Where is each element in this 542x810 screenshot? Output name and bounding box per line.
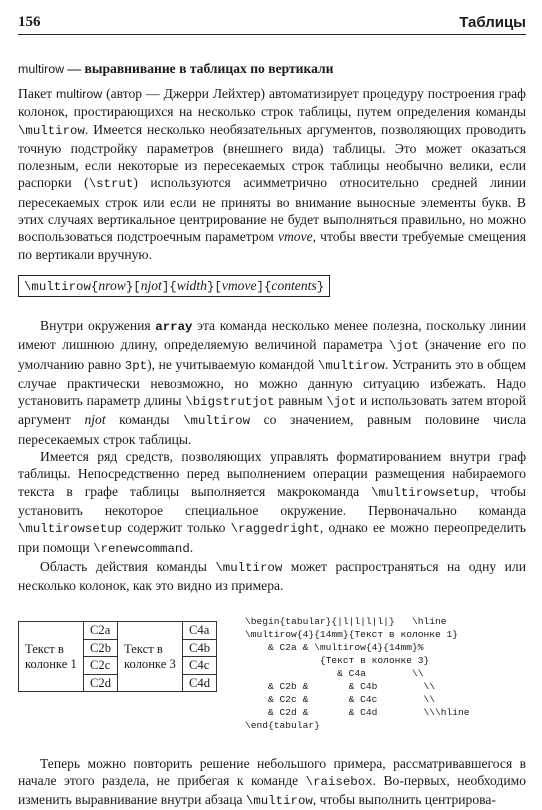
code-line: \begin{tabular}{|l|l|l|l|} \hline [245,616,447,628]
table-cell: C4a [183,622,217,640]
example-block [18,616,526,732]
text: Имеется ряд средств, позволяющих управлять форматированием внутри граф таблицы. Непосредственно перед выполнением операции размещения набираемого текста в графе таблицы выполняется макрокоманда [18,449,526,499]
text: Теперь можно повторить решение небольшого примера, рассматривавшегося в начале этого раздела, не прибегая к команде [18,755,526,788]
command: \multirow [18,123,85,138]
code-line: \end{tabular} [245,719,320,731]
code-line: \multirow{4}{14mm}{Текст в колонке 1} [245,629,459,641]
command: \multirow [183,414,250,429]
text: содержит только [122,520,231,536]
code-line: & C2c & & C4c \\ [245,693,435,705]
table-cell: C2c [84,657,118,675]
command: \multirowsetup [18,522,123,537]
command: \jot [326,395,357,410]
table-cell: C4d [183,674,217,692]
text: со значением, равным половине числа пересекаемых строк таблицы. [18,412,526,447]
table-cell: C4b [183,639,217,657]
text: Внутри окружения [40,317,156,333]
brace: }[ [125,279,141,294]
command: \multirowsetup [371,485,476,500]
command-syntax-box [18,275,330,297]
text: команды [105,412,184,428]
parameter: vmove [277,229,313,245]
table-cell: C4c [183,657,217,675]
text: (автор — Джерри Лейхтер) автоматизирует процедуру построения граф колонок, простирающихся на несколько строк таблицы, путем определения команды [18,86,526,120]
argument: vmove [221,277,257,293]
paragraph-intro [18,85,526,263]
command: \multirow [215,560,283,575]
text: , чтобы ввести требуемые смещения по вертикали вручную. [18,229,527,262]
table-cell: C2d [84,674,118,692]
argument: nrow [98,277,126,293]
page-number: 156 [18,14,41,30]
command: \raggedright [230,522,320,537]
running-title: Таблицы [459,14,526,31]
brace: ]{ [161,279,177,294]
text: эта команда несколько менее полезна, поскольку линии имеют лишнюю длину, определяемую величиной параметра [18,317,526,353]
text: . Имеется несколько необязательных аргументов, позволяющих проводить точную подстройку параметров (внешнего вида) таблицы. Это может оказаться полезным, если некоторые из пересекаемых строк таблицы необычно велики, если распорки ( [18,121,526,191]
parameter: njot [84,412,106,428]
merged-cell-col3: Текст в колонке 3 [118,622,183,692]
text: Пакет [18,86,57,101]
merged-cell-col1: Текст в колонке 1 [19,622,84,692]
paragraph-raisebox [18,755,526,810]
paragraph-array [18,317,526,448]
code-line: & C2b & & C4b \\ [245,680,435,692]
text: ), не учитываемую командой [147,356,318,372]
text: . [189,539,194,555]
package-name: multirow [56,87,103,101]
code-line: & C2d & & C4d \\\hline [245,706,470,718]
example-code [245,616,470,732]
table-cell: C2a [84,622,118,640]
command: \raisebox [305,774,373,789]
argument: contents [271,277,317,293]
text: равным [274,393,327,409]
code-line: {Текст в колонке 3} [245,655,430,667]
text: и использовать затем второй аргумент [18,393,526,428]
package-name: multirow [18,62,65,76]
text: . Устранить это в общем случае практически невозможно, но можно данную ситуацию избежать. Надо установить параметр длины [18,356,526,409]
example-table [18,621,217,692]
value: 3pt [124,358,148,373]
brace: { [90,279,99,294]
brace: } [316,279,325,294]
brace: ]{ [256,279,272,294]
section-title: — выравнивание в таблицах по вертикали [64,61,334,76]
command: \multirow [317,358,385,373]
paragraph-scope [18,558,526,595]
argument: width [176,277,207,293]
text: Область действия команды [40,558,216,574]
command: \renewcommand [93,541,190,556]
text: может распространяться на одну или несколько колонок, как это видно из примера. [18,558,526,594]
brace: }[ [206,279,222,294]
command: \bigstrutjot [185,395,275,410]
argument: njot [140,277,162,293]
section-heading [18,61,526,77]
paragraph-setup [18,448,526,558]
text: . Во-первых, необходимо изменить выравнивание внутри абзаца [18,772,526,808]
table-row [19,622,217,640]
command: \multirow [245,794,313,809]
text: ) используются асимметрично относительно средней линии пересекаемых строк или если не приняты во внимание выносные элементы букв. В этих случаях вертикальное центрирование не будет выполняться правильно, но можно воспользоваться подстроечным параметром [18,175,526,245]
environment-name: array [155,319,193,334]
command: \jot [388,339,419,354]
text: , чтобы установить некоторое специальное окружение. Первоначально команда [18,483,526,518]
code-line: & C2a & \multirow{4}{14mm}% [245,642,424,654]
book-page [18,14,526,810]
text: , чтобы выполнить центрирова- [312,792,496,808]
command: \multirow [24,279,91,294]
table-cell: C2b [84,639,118,657]
text: , однако ее можно переопределить при помощи [18,520,527,555]
running-header [18,14,526,35]
text: (значение его по умолчанию равно [18,337,526,372]
command: \strut [88,177,134,192]
code-line: & C4a \\ [245,668,424,680]
